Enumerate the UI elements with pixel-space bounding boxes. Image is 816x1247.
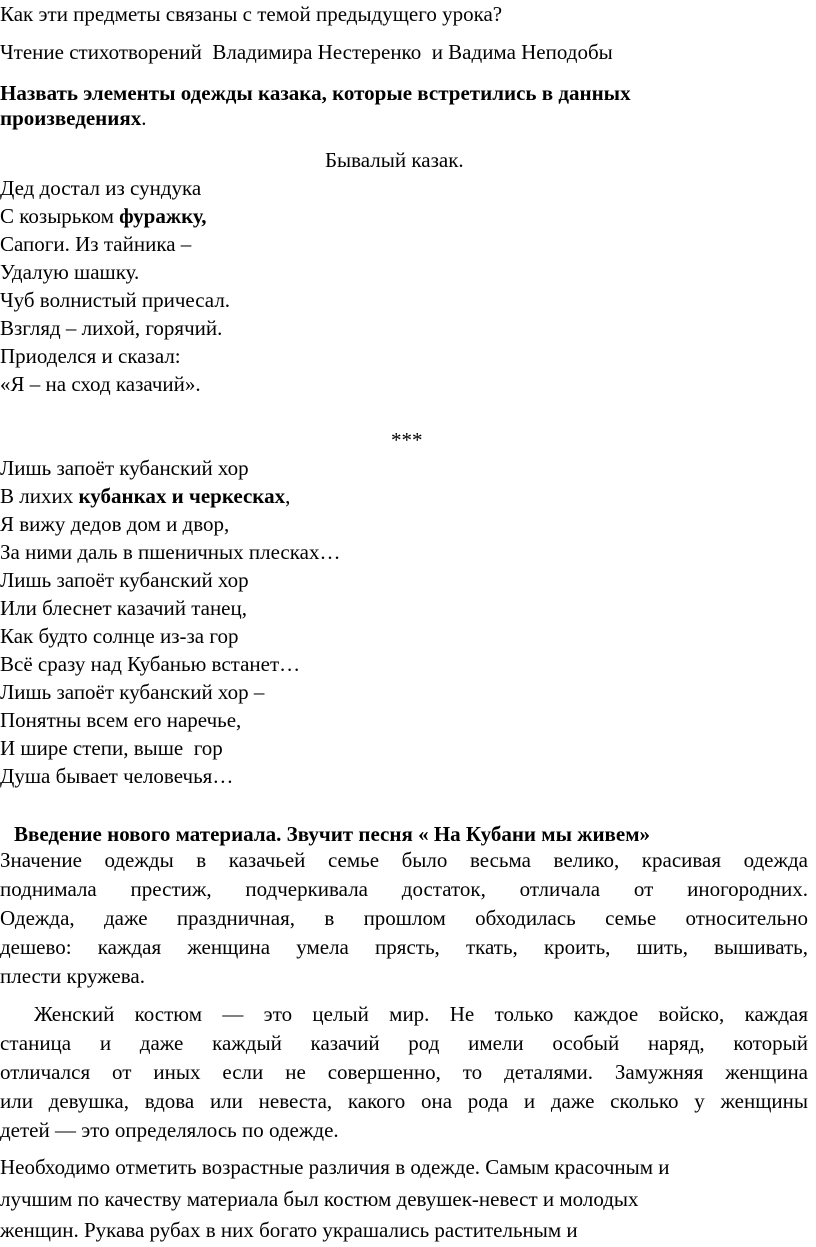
p2-line-3: отличался от иных если не совершенно, то деталями. Замужняя женщина (0, 1060, 808, 1084)
poem1-line-3: Сапоги. Из тайника – (0, 232, 192, 256)
task-line-2-end: . (141, 106, 147, 130)
poem1-line-4: Удалую шашку. (0, 260, 140, 284)
p2-line-1: Женский костюм — это целый мир. Не только каждое войско, каждая (34, 1002, 808, 1026)
p1-line-4: дешево: каждая женщина умела прясть, ткать, кроить, шить, вышивать, (0, 935, 808, 959)
poem2-line-11: И шире степи, выше гор (0, 736, 223, 760)
poem2-line-8: Всё сразу над Кубанью встанет… (0, 652, 301, 676)
reading-line: Чтение стихотворений Владимира Нестеренко и Вадима Неподобы (0, 40, 613, 64)
poem2-line-2-end: , (285, 484, 291, 508)
p1-line-2: поднимала престиж, подчеркивала достаток, отличала от иногородних. (0, 877, 808, 901)
p2-line-4: или девушка, вдова или невеста, какого она рода и даже сколько у женщины (0, 1089, 808, 1113)
p1-line-5: плести кружева. (0, 964, 145, 988)
poem2-line-2-bold: кубанках и черкесках (78, 484, 286, 508)
poem2-line-10: Понятны всем его наречье, (0, 708, 242, 732)
p2-line-5: детей — это определялось по одежде. (0, 1118, 339, 1142)
p3-line-1: Необходимо отметить возрастные различия в одежде. Самым красочным и (0, 1155, 670, 1179)
task-line-2 (0, 104, 146, 132)
poem1-line-7: Приоделся и сказал: (0, 344, 181, 368)
p2-line-2: станица и даже каждый казачий род имели особый наряд, который (0, 1031, 808, 1055)
poem1-line-6: Взгляд – лихой, горячий. (0, 316, 223, 340)
poem1-title: Бывалый казак. (325, 148, 464, 172)
poem1-line-5: Чуб волнистый причесал. (0, 288, 231, 312)
poem2-line-3: Я вижу дедов дом и двор, (0, 512, 230, 536)
poem2-line-5: Лишь запоёт кубанский хор (0, 568, 249, 592)
poem2-line-1: Лишь запоёт кубанский хор (0, 456, 249, 480)
p1-line-3: Одежда, даже праздничная, в прошлом обходилась семье относительно (0, 906, 808, 930)
p3-line-2: лучшим по качеству материала был костюм девушек-невест и молодых (0, 1187, 639, 1211)
section-heading: Введение нового материала. Звучит песня « На Кубани мы живем» (14, 822, 651, 846)
poem1-line-2-start: С козырьком (0, 204, 120, 228)
poem1-line-1: Дед достал из сундука (0, 176, 202, 200)
poem2-separator: *** (391, 428, 423, 452)
poem2-line-2-start: В лихих (0, 484, 79, 508)
poem1-line-2 (0, 202, 207, 230)
poem2-line-2 (0, 482, 290, 510)
task-line-1: Назвать элементы одежды казака, которые встретились в данных (0, 81, 631, 105)
question-line: Как эти предметы связаны с темой предыдущего урока? (0, 2, 503, 26)
poem2-line-12: Душа бывает человечья… (0, 764, 234, 788)
p1-line-1: Значение одежды в казачьей семье было весьма велико, красивая одежда (0, 848, 808, 872)
p3-line-3: женщин. Рукава рубах в них богато украшались растительным и (0, 1218, 578, 1242)
poem1-line-2-bold: фуражку, (119, 204, 207, 228)
task-line-2-bold: произведениях (0, 106, 142, 130)
poem2-line-4: За ними даль в пшеничных плесках… (0, 540, 341, 564)
poem1-line-8: «Я – на сход казачий». (0, 372, 201, 396)
poem2-line-9: Лишь запоёт кубанский хор – (0, 680, 265, 704)
poem2-line-7: Как будто солнце из-за гор (0, 624, 239, 648)
poem2-line-6: Или блеснет казачий танец, (0, 596, 247, 620)
